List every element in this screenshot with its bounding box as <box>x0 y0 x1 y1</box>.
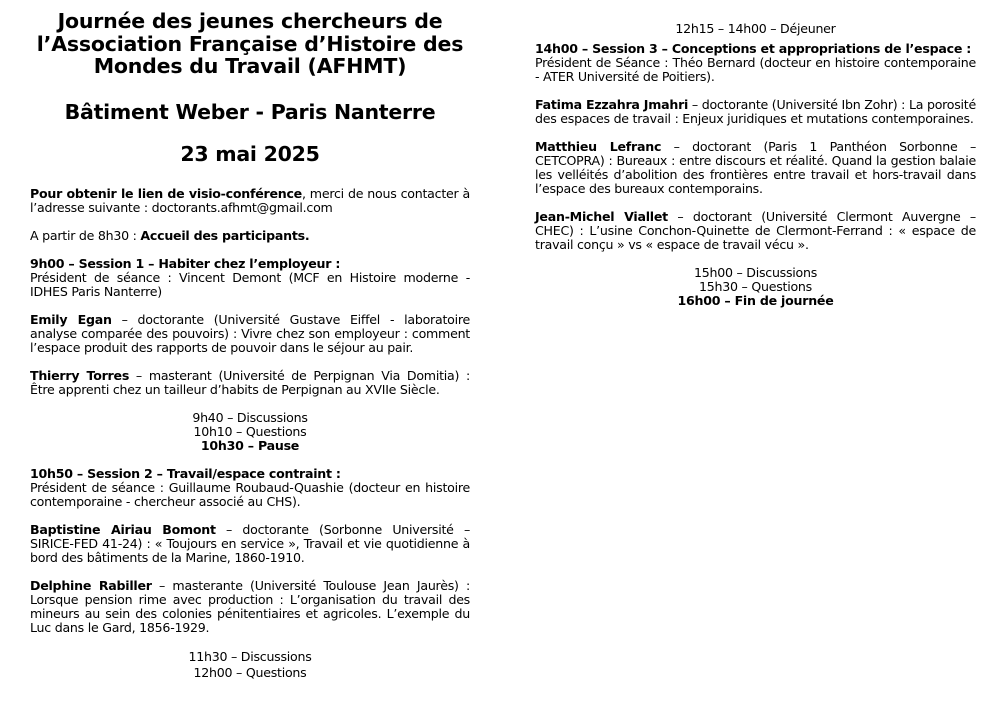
accueil-bold: Accueil des participants. <box>140 227 310 243</box>
session1-discussions: 9h40 – Discussions <box>192 409 308 425</box>
talk-lefranc <box>535 140 976 196</box>
session2-discussions: 11h30 – Discussions <box>188 648 312 664</box>
accueil-paragraph <box>30 229 470 243</box>
talk-rabiller <box>30 579 470 635</box>
pause <box>30 439 470 453</box>
session2-title <box>30 467 470 481</box>
page-title <box>30 10 470 78</box>
session2-questions: 12h00 – Questions <box>193 664 307 680</box>
session1-schedule <box>30 411 470 453</box>
session1-chair: Président de séance : Vincent Demont (MCF en Histoire moderne - IDHES Paris Nanterre) <box>30 269 470 299</box>
session2-schedule <box>30 649 470 681</box>
end-of-day <box>535 294 976 308</box>
session1-questions: 10h10 – Questions <box>193 423 307 439</box>
talk-airiau <box>30 523 470 565</box>
talk-text: – masterante (Université Toulouse Jean Jaurès) : Lorsque pension rime avec production : L’organisation du travail des mineurs au sein des colonies pénitentiaires et agricoles. L’exemple du Luc dans le Gard, 1856-1929. <box>30 577 470 635</box>
title-line-3: Mondes du Travail (AFHMT) <box>93 54 407 78</box>
talk-torres <box>30 369 470 397</box>
session1-title-text: 9h00 – Session 1 – Habiter chez l’employeur : <box>30 255 341 271</box>
title-line-2: l’Association Française d’Histoire des <box>36 31 464 56</box>
title-line-1: Journée des jeunes chercheurs de <box>57 9 443 33</box>
session1-title <box>30 257 470 271</box>
speaker-name: Matthieu Lefranc <box>535 139 662 154</box>
speaker-name: Baptistine Airiau Bomont <box>30 521 216 537</box>
speaker-name: Emily Egan <box>30 311 112 327</box>
left-column <box>30 0 470 681</box>
end-of-day-text: 16h00 – Fin de journée <box>677 293 834 308</box>
talk-text: – doctorante (Université Ibn Zohr) : La porosité des espaces de travail : Enjeux juridiques et mutations contemporaines. <box>535 97 976 126</box>
session2-title-text: 10h50 – Session 2 – Travail/espace contraint : <box>30 465 341 481</box>
session3-chair: Président de Séance : Théo Bernard (docteur en histoire contemporaine - ATER Université de Poitiers). <box>535 55 976 84</box>
talk-text: – doctorant (Paris 1 Panthéon Sorbonne – CETCOPRA) : Bureaux : entre discours et réalité. Quand la gestion balaie les velléités d’abolition des frontières entre travail et hors-travail dans l’espace des bureaux contemporains. <box>535 139 976 196</box>
talk-text: – doctorante (Université Gustave Eiffel - laboratoire analyse comparée des pouvoirs) : Vivre chez son employeur : comment l’espace produit des rapports de pouvoir dans le séjour au pair. <box>30 311 470 355</box>
lunch: 12h15 – 14h00 – Déjeuner <box>675 21 836 36</box>
visio-paragraph <box>30 187 470 215</box>
pause-text: 10h30 – Pause <box>200 437 300 453</box>
session3-discussions: 15h00 – Discussions <box>693 265 818 280</box>
venue: Bâtiment Weber - Paris Nanterre <box>64 99 436 124</box>
event-date: 23 mai 2025 <box>180 141 320 166</box>
talk-text: – doctorante (Sorbonne Université – SIRICE-FED 41-24) : « Toujours en service », Travail et vie quotidienne à bord des bâtiments de la Marine, 1860-1910. <box>30 521 471 565</box>
right-column <box>535 0 976 308</box>
speaker-name: Jean-Michel Viallet <box>535 209 668 224</box>
session3-questions: 15h30 – Questions <box>699 279 812 294</box>
speaker-name: Delphine Rabiller <box>30 577 152 593</box>
talk-text: – doctorant (Université Clermont Auvergne – CHEC) : L’usine Conchon-Quinette de Clermont-Ferrand : « espace de travail conçu » vs « espace de travail vécu ». <box>535 209 976 252</box>
session3-title <box>535 42 976 56</box>
visio-bold: Pour obtenir le lien de visio-conférence <box>30 185 302 201</box>
session2-chair: Président de séance : Guillaume Roubaud-Quashie (docteur en histoire contemporaine - chercheur associé au CHS). <box>30 479 470 509</box>
visio-text: , merci de nous contacter à l’adresse suivante : doctorants.afhmt@gmail.com <box>30 185 470 215</box>
speaker-name: Thierry Torres <box>30 367 130 383</box>
talk-viallet <box>535 210 976 252</box>
talk-jmahri <box>535 98 976 126</box>
speaker-name: Fatima Ezzahra Jmahri <box>535 97 689 112</box>
talk-text: – masterant (Université de Perpignan Via Domitia) : Être apprenti chez un tailleur d’habits de Perpignan au XVIIe Siècle. <box>30 367 470 397</box>
accueil-prefix: A partir de 8h30 : <box>30 227 141 243</box>
session3-schedule <box>535 266 976 308</box>
talk-egan <box>30 313 470 355</box>
session3-title-text: 14h00 – Session 3 – Conceptions et appropriations de l’espace : <box>535 41 972 56</box>
